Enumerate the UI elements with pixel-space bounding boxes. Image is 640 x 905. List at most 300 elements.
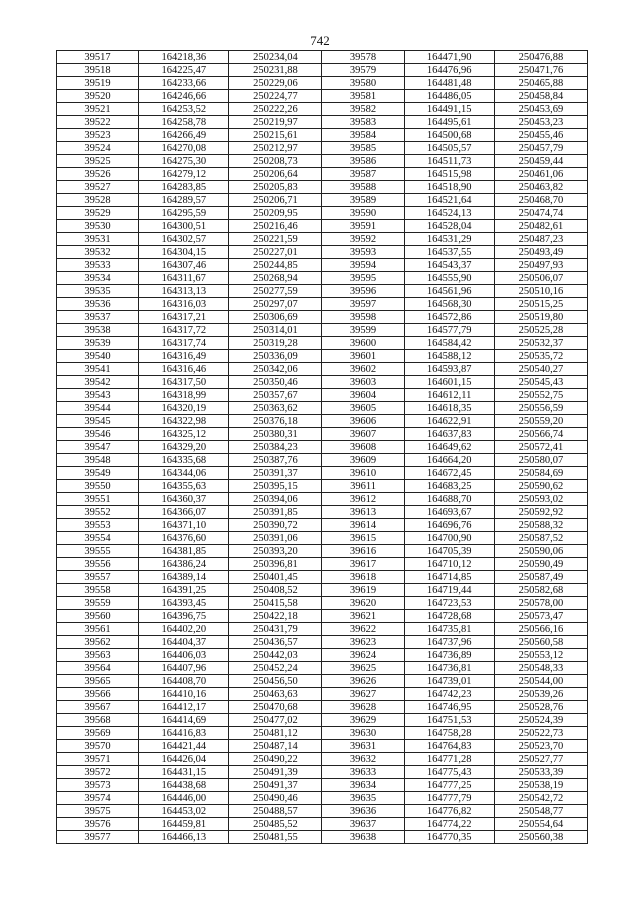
y-coordinate-cell: 250522,73 [494,727,587,740]
y-coordinate-cell: 250468,70 [494,194,587,207]
point-number-cell: 39600 [322,337,404,350]
point-number-cell: 39519 [57,77,139,90]
x-coordinate-cell: 164728,68 [404,610,494,623]
point-number-cell: 39546 [57,428,139,441]
table-row [57,805,588,818]
point-number-cell: 39517 [57,51,139,64]
point-number-cell: 39520 [57,90,139,103]
x-coordinate-cell: 164742,23 [404,688,494,701]
x-coordinate-cell: 164404,37 [139,636,229,649]
point-number-cell: 39616 [322,545,404,558]
point-number-cell: 39543 [57,389,139,402]
x-coordinate-cell: 164270,08 [139,142,229,155]
y-coordinate-cell: 250528,76 [494,701,587,714]
y-coordinate-cell: 250593,02 [494,493,587,506]
table-row [57,272,588,285]
x-coordinate-cell: 164543,37 [404,259,494,272]
x-coordinate-cell: 164414,69 [139,714,229,727]
y-coordinate-cell: 250453,23 [494,116,587,129]
table-row [57,415,588,428]
y-coordinate-cell: 250395,15 [229,480,322,493]
x-coordinate-cell: 164736,81 [404,662,494,675]
point-number-cell: 39566 [57,688,139,701]
x-coordinate-cell: 164705,39 [404,545,494,558]
x-coordinate-cell: 164391,25 [139,584,229,597]
y-coordinate-cell: 250590,62 [494,480,587,493]
x-coordinate-cell: 164739,01 [404,675,494,688]
table-row [57,662,588,675]
x-coordinate-cell: 164283,85 [139,181,229,194]
table-row [57,363,588,376]
y-coordinate-cell: 250224,77 [229,90,322,103]
x-coordinate-cell: 164693,67 [404,506,494,519]
point-number-cell: 39622 [322,623,404,636]
x-coordinate-cell: 164775,43 [404,766,494,779]
point-number-cell: 39565 [57,675,139,688]
point-number-cell: 39560 [57,610,139,623]
x-coordinate-cell: 164279,12 [139,168,229,181]
table-row [57,129,588,142]
y-coordinate-cell: 250471,76 [494,64,587,77]
y-coordinate-cell: 250474,74 [494,207,587,220]
y-coordinate-cell: 250376,18 [229,415,322,428]
x-coordinate-cell: 164777,79 [404,792,494,805]
point-number-cell: 39557 [57,571,139,584]
point-number-cell: 39624 [322,649,404,662]
point-number-cell: 39607 [322,428,404,441]
table-row [57,584,588,597]
y-coordinate-cell: 250391,37 [229,467,322,480]
point-number-cell: 39569 [57,727,139,740]
x-coordinate-cell: 164376,60 [139,532,229,545]
x-coordinate-cell: 164495,61 [404,116,494,129]
y-coordinate-cell: 250491,39 [229,766,322,779]
y-coordinate-cell: 250566,16 [494,623,587,636]
point-number-cell: 39577 [57,831,139,844]
table-row [57,532,588,545]
y-coordinate-cell: 250544,00 [494,675,587,688]
y-coordinate-cell: 250222,26 [229,103,322,116]
y-coordinate-cell: 250488,57 [229,805,322,818]
point-number-cell: 39623 [322,636,404,649]
point-number-cell: 39638 [322,831,404,844]
y-coordinate-cell: 250545,43 [494,376,587,389]
y-coordinate-cell: 250572,41 [494,441,587,454]
x-coordinate-cell: 164275,30 [139,155,229,168]
point-number-cell: 39590 [322,207,404,220]
x-coordinate-cell: 164421,44 [139,740,229,753]
table-row [57,246,588,259]
point-number-cell: 39555 [57,545,139,558]
y-coordinate-cell: 250396,81 [229,558,322,571]
x-coordinate-cell: 164764,83 [404,740,494,753]
x-coordinate-cell: 164771,28 [404,753,494,766]
y-coordinate-cell: 250560,38 [494,831,587,844]
point-number-cell: 39633 [322,766,404,779]
y-coordinate-cell: 250465,88 [494,77,587,90]
x-coordinate-cell: 164412,17 [139,701,229,714]
point-number-cell: 39578 [322,51,404,64]
y-coordinate-cell: 250587,52 [494,532,587,545]
x-coordinate-cell: 164723,53 [404,597,494,610]
x-coordinate-cell: 164528,04 [404,220,494,233]
point-number-cell: 39545 [57,415,139,428]
y-coordinate-cell: 250456,50 [229,675,322,688]
point-number-cell: 39524 [57,142,139,155]
y-coordinate-cell: 250455,46 [494,129,587,142]
point-number-cell: 39626 [322,675,404,688]
y-coordinate-cell: 250556,59 [494,402,587,415]
table-row [57,441,588,454]
y-coordinate-cell: 250584,69 [494,467,587,480]
x-coordinate-cell: 164316,03 [139,298,229,311]
table-row [57,168,588,181]
x-coordinate-cell: 164406,03 [139,649,229,662]
x-coordinate-cell: 164438,68 [139,779,229,792]
y-coordinate-cell: 250415,58 [229,597,322,610]
point-number-cell: 39552 [57,506,139,519]
point-number-cell: 39539 [57,337,139,350]
x-coordinate-cell: 164521,64 [404,194,494,207]
point-number-cell: 39611 [322,480,404,493]
point-number-cell: 39609 [322,454,404,467]
x-coordinate-cell: 164746,95 [404,701,494,714]
x-coordinate-cell: 164531,29 [404,233,494,246]
point-number-cell: 39526 [57,168,139,181]
x-coordinate-cell: 164322,98 [139,415,229,428]
y-coordinate-cell: 250394,06 [229,493,322,506]
x-coordinate-cell: 164396,75 [139,610,229,623]
y-coordinate-cell: 250481,55 [229,831,322,844]
point-number-cell: 39537 [57,311,139,324]
y-coordinate-cell: 250535,72 [494,350,587,363]
point-number-cell: 39534 [57,272,139,285]
x-coordinate-cell: 164355,63 [139,480,229,493]
point-number-cell: 39567 [57,701,139,714]
y-coordinate-cell: 250463,63 [229,688,322,701]
y-coordinate-cell: 250231,88 [229,64,322,77]
y-coordinate-cell: 250482,61 [494,220,587,233]
point-number-cell: 39576 [57,818,139,831]
point-number-cell: 39548 [57,454,139,467]
x-coordinate-cell: 164568,30 [404,298,494,311]
point-number-cell: 39629 [322,714,404,727]
point-number-cell: 39521 [57,103,139,116]
point-number-cell: 39636 [322,805,404,818]
y-coordinate-cell: 250391,85 [229,506,322,519]
x-coordinate-cell: 164572,86 [404,311,494,324]
x-coordinate-cell: 164555,90 [404,272,494,285]
y-coordinate-cell: 250209,95 [229,207,322,220]
point-number-cell: 39596 [322,285,404,298]
point-number-cell: 39618 [322,571,404,584]
point-number-cell: 39632 [322,753,404,766]
x-coordinate-cell: 164218,36 [139,51,229,64]
y-coordinate-cell: 250212,97 [229,142,322,155]
point-number-cell: 39518 [57,64,139,77]
point-number-cell: 39575 [57,805,139,818]
x-coordinate-cell: 164258,78 [139,116,229,129]
x-coordinate-cell: 164577,79 [404,324,494,337]
point-number-cell: 39610 [322,467,404,480]
y-coordinate-cell: 250387,76 [229,454,322,467]
table-row [57,545,588,558]
table-row [57,155,588,168]
table-row [57,207,588,220]
y-coordinate-cell: 250268,94 [229,272,322,285]
x-coordinate-cell: 164774,22 [404,818,494,831]
y-coordinate-cell: 250384,23 [229,441,322,454]
x-coordinate-cell: 164381,85 [139,545,229,558]
point-number-cell: 39613 [322,506,404,519]
point-number-cell: 39592 [322,233,404,246]
point-number-cell: 39634 [322,779,404,792]
y-coordinate-cell: 250487,14 [229,740,322,753]
x-coordinate-cell: 164233,66 [139,77,229,90]
y-coordinate-cell: 250590,06 [494,545,587,558]
y-coordinate-cell: 250431,79 [229,623,322,636]
y-coordinate-cell: 250380,31 [229,428,322,441]
x-coordinate-cell: 164318,99 [139,389,229,402]
x-coordinate-cell: 164588,12 [404,350,494,363]
y-coordinate-cell: 250390,72 [229,519,322,532]
y-coordinate-cell: 250457,79 [494,142,587,155]
point-number-cell: 39603 [322,376,404,389]
point-number-cell: 39631 [322,740,404,753]
point-number-cell: 39591 [322,220,404,233]
x-coordinate-cell: 164515,98 [404,168,494,181]
point-number-cell: 39617 [322,558,404,571]
page-number: 742 [310,33,330,48]
x-coordinate-cell: 164537,55 [404,246,494,259]
point-number-cell: 39568 [57,714,139,727]
point-number-cell: 39621 [322,610,404,623]
y-coordinate-cell: 250342,06 [229,363,322,376]
table-row [57,792,588,805]
y-coordinate-cell: 250436,57 [229,636,322,649]
y-coordinate-cell: 250453,69 [494,103,587,116]
point-number-cell: 39542 [57,376,139,389]
y-coordinate-cell: 250215,61 [229,129,322,142]
point-number-cell: 39593 [322,246,404,259]
table-row [57,51,588,64]
y-coordinate-cell: 250234,04 [229,51,322,64]
x-coordinate-cell: 164453,02 [139,805,229,818]
table-row [57,389,588,402]
x-coordinate-cell: 164584,42 [404,337,494,350]
y-coordinate-cell: 250461,06 [494,168,587,181]
point-number-cell: 39529 [57,207,139,220]
x-coordinate-cell: 164511,73 [404,155,494,168]
point-number-cell: 39615 [322,532,404,545]
point-number-cell: 39549 [57,467,139,480]
point-number-cell: 39602 [322,363,404,376]
x-coordinate-cell: 164344,06 [139,467,229,480]
y-coordinate-cell: 250229,06 [229,77,322,90]
x-coordinate-cell: 164302,57 [139,233,229,246]
y-coordinate-cell: 250306,69 [229,311,322,324]
x-coordinate-cell: 164335,68 [139,454,229,467]
x-coordinate-cell: 164486,05 [404,90,494,103]
table-row [57,480,588,493]
point-number-cell: 39606 [322,415,404,428]
table-row [57,558,588,571]
point-number-cell: 39589 [322,194,404,207]
x-coordinate-cell: 164688,70 [404,493,494,506]
y-coordinate-cell: 250578,00 [494,597,587,610]
y-coordinate-cell: 250510,16 [494,285,587,298]
point-number-cell: 39540 [57,350,139,363]
y-coordinate-cell: 250524,39 [494,714,587,727]
point-number-cell: 39608 [322,441,404,454]
table-row [57,688,588,701]
point-number-cell: 39558 [57,584,139,597]
x-coordinate-cell: 164561,96 [404,285,494,298]
x-coordinate-cell: 164408,70 [139,675,229,688]
x-coordinate-cell: 164316,49 [139,350,229,363]
table-row [57,64,588,77]
y-coordinate-cell: 250208,73 [229,155,322,168]
x-coordinate-cell: 164518,90 [404,181,494,194]
x-coordinate-cell: 164416,83 [139,727,229,740]
x-coordinate-cell: 164770,35 [404,831,494,844]
x-coordinate-cell: 164317,50 [139,376,229,389]
y-coordinate-cell: 250493,49 [494,246,587,259]
y-coordinate-cell: 250490,46 [229,792,322,805]
x-coordinate-cell: 164410,16 [139,688,229,701]
y-coordinate-cell: 250559,20 [494,415,587,428]
point-number-cell: 39523 [57,129,139,142]
y-coordinate-cell: 250357,67 [229,389,322,402]
y-coordinate-cell: 250515,25 [494,298,587,311]
y-coordinate-cell: 250206,64 [229,168,322,181]
x-coordinate-cell: 164246,66 [139,90,229,103]
point-number-cell: 39538 [57,324,139,337]
y-coordinate-cell: 250588,32 [494,519,587,532]
point-number-cell: 39595 [322,272,404,285]
table-row [57,233,588,246]
x-coordinate-cell: 164637,83 [404,428,494,441]
point-number-cell: 39532 [57,246,139,259]
x-coordinate-cell: 164304,15 [139,246,229,259]
table-row [57,428,588,441]
y-coordinate-cell: 250244,85 [229,259,322,272]
x-coordinate-cell: 164696,76 [404,519,494,532]
y-coordinate-cell: 250548,77 [494,805,587,818]
table-row [57,766,588,779]
point-number-cell: 39572 [57,766,139,779]
coordinates-table-body [57,51,588,844]
x-coordinate-cell: 164758,28 [404,727,494,740]
y-coordinate-cell: 250452,24 [229,662,322,675]
point-number-cell: 39541 [57,363,139,376]
table-row [57,298,588,311]
table-row [57,675,588,688]
x-coordinate-cell: 164386,24 [139,558,229,571]
x-coordinate-cell: 164524,13 [404,207,494,220]
x-coordinate-cell: 164777,25 [404,779,494,792]
table-row [57,467,588,480]
y-coordinate-cell: 250554,64 [494,818,587,831]
table-row [57,623,588,636]
point-number-cell: 39525 [57,155,139,168]
y-coordinate-cell: 250553,12 [494,649,587,662]
y-coordinate-cell: 250552,75 [494,389,587,402]
point-number-cell: 39619 [322,584,404,597]
y-coordinate-cell: 250459,44 [494,155,587,168]
x-coordinate-cell: 164476,96 [404,64,494,77]
table-row [57,571,588,584]
point-number-cell: 39527 [57,181,139,194]
x-coordinate-cell: 164389,14 [139,571,229,584]
table-row [57,714,588,727]
y-coordinate-cell: 250539,26 [494,688,587,701]
y-coordinate-cell: 250560,58 [494,636,587,649]
y-coordinate-cell: 250490,22 [229,753,322,766]
table-row [57,740,588,753]
y-coordinate-cell: 250487,23 [494,233,587,246]
x-coordinate-cell: 164593,87 [404,363,494,376]
point-number-cell: 39553 [57,519,139,532]
y-coordinate-cell: 250227,01 [229,246,322,259]
table-row [57,194,588,207]
y-coordinate-cell: 250297,07 [229,298,322,311]
table-row [57,324,588,337]
point-number-cell: 39612 [322,493,404,506]
y-coordinate-cell: 250532,37 [494,337,587,350]
point-number-cell: 39588 [322,181,404,194]
point-number-cell: 39580 [322,77,404,90]
table-row [57,610,588,623]
point-number-cell: 39582 [322,103,404,116]
y-coordinate-cell: 250491,37 [229,779,322,792]
point-number-cell: 39581 [322,90,404,103]
y-coordinate-cell: 250592,92 [494,506,587,519]
x-coordinate-cell: 164446,00 [139,792,229,805]
y-coordinate-cell: 250391,06 [229,532,322,545]
point-number-cell: 39574 [57,792,139,805]
point-number-cell: 39599 [322,324,404,337]
y-coordinate-cell: 250422,18 [229,610,322,623]
y-coordinate-cell: 250542,72 [494,792,587,805]
point-number-cell: 39579 [322,64,404,77]
point-number-cell: 39551 [57,493,139,506]
table-row [57,402,588,415]
x-coordinate-cell: 164505,57 [404,142,494,155]
x-coordinate-cell: 164300,51 [139,220,229,233]
point-number-cell: 39571 [57,753,139,766]
x-coordinate-cell: 164313,13 [139,285,229,298]
point-number-cell: 39533 [57,259,139,272]
y-coordinate-cell: 250540,27 [494,363,587,376]
point-number-cell: 39598 [322,311,404,324]
point-number-cell: 39627 [322,688,404,701]
x-coordinate-cell: 164225,47 [139,64,229,77]
point-number-cell: 39586 [322,155,404,168]
y-coordinate-cell: 250523,70 [494,740,587,753]
point-number-cell: 39559 [57,597,139,610]
x-coordinate-cell: 164776,82 [404,805,494,818]
x-coordinate-cell: 164295,59 [139,207,229,220]
y-coordinate-cell: 250580,07 [494,454,587,467]
table-row [57,350,588,363]
x-coordinate-cell: 164491,15 [404,103,494,116]
table-row [57,636,588,649]
x-coordinate-cell: 164737,96 [404,636,494,649]
point-number-cell: 39584 [322,129,404,142]
point-number-cell: 39556 [57,558,139,571]
x-coordinate-cell: 164622,91 [404,415,494,428]
